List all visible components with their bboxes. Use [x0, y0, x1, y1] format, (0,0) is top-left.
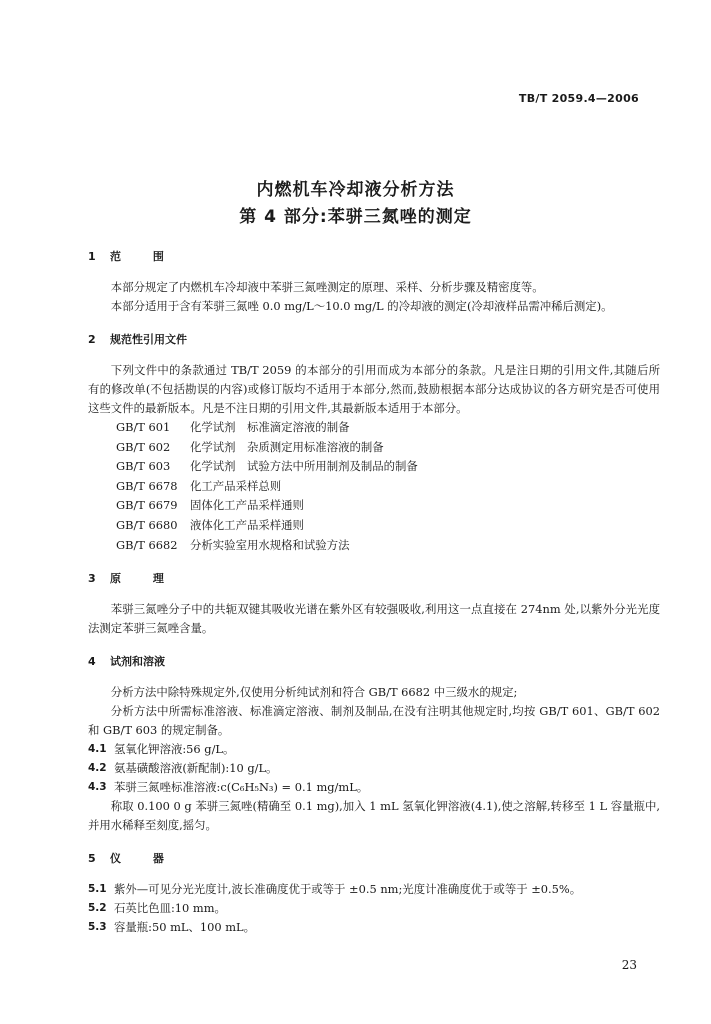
- document-body: [88, 247, 660, 951]
- section-number: 4: [88, 655, 96, 669]
- reference-item: [116, 536, 660, 556]
- standard-number: TB/T 2059.4—2006: [518, 92, 639, 105]
- reference-item: [116, 477, 660, 497]
- clause-item: [88, 759, 660, 778]
- reference-code: GB/T 6682: [116, 537, 178, 552]
- reference-item: [116, 516, 660, 536]
- reference-code: GB/T 6679: [116, 498, 178, 513]
- paragraph: 称取 0.100 0 g 苯骈三氮唑(精确至 0.1 mg),加入 1 mL 氢氧化钾溶液(4.1),使之溶解,转移至 1 L 容量瓶中,并用水稀释至刻度,摇匀。: [88, 799, 660, 833]
- paragraph: 下列文件中的条款通过 TB/T 2059 的本部分的引用而成为本部分的条款。凡是注日期的引用文件,其随后所有的修改单(不包括勘误的内容)或修订版均不适用于本部分,然而,鼓励根据本部分达成协议的各方研究是否可使用这些文件的最新版本。凡是不注日期的引用文件,其最新版本适用于本部分。: [88, 363, 660, 415]
- reference-item: [116, 438, 660, 458]
- reference-code: GB/T 601: [116, 420, 171, 434]
- paragraph: 本部分规定了内燃机车冷却液中苯骈三氮唑测定的原理、采样、分析步骤及精密度等。: [110, 280, 544, 294]
- section-title: 仪 器: [110, 852, 178, 866]
- reference-name: 化学试剂 杂质测定用标准溶液的制备: [190, 439, 384, 454]
- section-number: 3: [88, 572, 96, 586]
- reference-code: GB/T 602: [116, 439, 171, 454]
- clause-text: 苯骈三氮唑标准溶液:c(C₆H₅N₃) = 0.1 mg/mL。: [114, 780, 369, 795]
- clause-text: 氨基磺酸溶液(新配制):10 g/L。: [114, 761, 278, 776]
- paragraph: 分析方法中除特殊规定外,仅使用分析纯试剂和符合 GB/T 6682 中三级水的规定;: [110, 685, 518, 700]
- clause-number: 5.1: [88, 883, 107, 896]
- clause-number: 5.2: [88, 902, 107, 915]
- section-title: 范 围: [110, 250, 178, 263]
- section-number: 5: [88, 852, 96, 866]
- reference-item: [116, 457, 660, 477]
- reference-name: 分析实验室用水规格和试验方法: [190, 537, 350, 552]
- section-number: 1: [88, 250, 96, 263]
- section-title: 试剂和溶液: [110, 655, 165, 669]
- clause-item: [88, 918, 660, 937]
- clause-text: 容量瓶:50 mL、100 mL。: [114, 920, 255, 935]
- clause-item: [88, 778, 660, 797]
- reference-item: [116, 418, 660, 438]
- clause-text: 氢氧化钾溶液:56 g/L。: [114, 742, 235, 757]
- clause-text: 石英比色皿:10 mm。: [114, 901, 226, 916]
- section-title: 原 理: [110, 572, 178, 586]
- section-number: 2: [88, 333, 96, 346]
- reference-code: GB/T 6678: [116, 478, 178, 493]
- section-heading-normative-references: [88, 330, 660, 349]
- reference-name: 化工产品采样总则: [190, 478, 282, 493]
- paragraph: 分析方法中所需标准溶液、标准滴定溶液、制剂及制品,在没有注明其他规定时,均按 GB/T 601、GB/T 602 和 GB/T 603 的规定制备。: [88, 704, 660, 738]
- section-heading-scope: [88, 247, 660, 266]
- document-title: 内燃机车冷却液分析方法: [256, 180, 455, 200]
- reference-name: 固体化工产品采样通则: [190, 498, 304, 513]
- reference-name: 化学试剂 标准滴定溶液的制备: [190, 420, 350, 434]
- page-number: 23: [621, 958, 637, 972]
- section-heading-principle: [88, 569, 660, 588]
- clause-number: 4.1: [88, 743, 107, 756]
- clause-number: 4.3: [88, 781, 107, 794]
- reference-code: GB/T 603: [116, 459, 171, 474]
- section-heading-reagents: [88, 652, 660, 671]
- clause-number: 4.2: [88, 762, 107, 775]
- section-heading-apparatus: [88, 849, 660, 868]
- reference-name: 化学试剂 试验方法中所用制剂及制品的制备: [190, 459, 418, 474]
- clause-item: [88, 899, 660, 918]
- reference-name: 液体化工产品采样通则: [190, 517, 304, 532]
- document-subtitle: 第 4 部分:苯骈三氮唑的测定: [239, 207, 472, 227]
- reference-code: GB/T 6680: [116, 517, 178, 532]
- reference-item: [116, 496, 660, 516]
- clause-item: [88, 880, 660, 899]
- paragraph: 苯骈三氮唑分子中的共轭双键其吸收光谱在紫外区有较强吸收,利用这一点直接在 274nm 处,以紫外分光光度法测定苯骈三氮唑含量。: [88, 602, 660, 636]
- clause-number: 5.3: [88, 921, 107, 934]
- clause-item: [88, 740, 660, 759]
- section-title: 规范性引用文件: [110, 333, 187, 346]
- clause-text: 紫外—可见分光光度计,波长准确度优于或等于 ±0.5 nm;光度计准确度优于或等于 ±0.5%。: [114, 882, 582, 897]
- paragraph: 本部分适用于含有苯骈三氮唑 0.0 mg/L～10.0 mg/L 的冷却液的测定(冷却液样品需冲稀后测定)。: [110, 299, 613, 313]
